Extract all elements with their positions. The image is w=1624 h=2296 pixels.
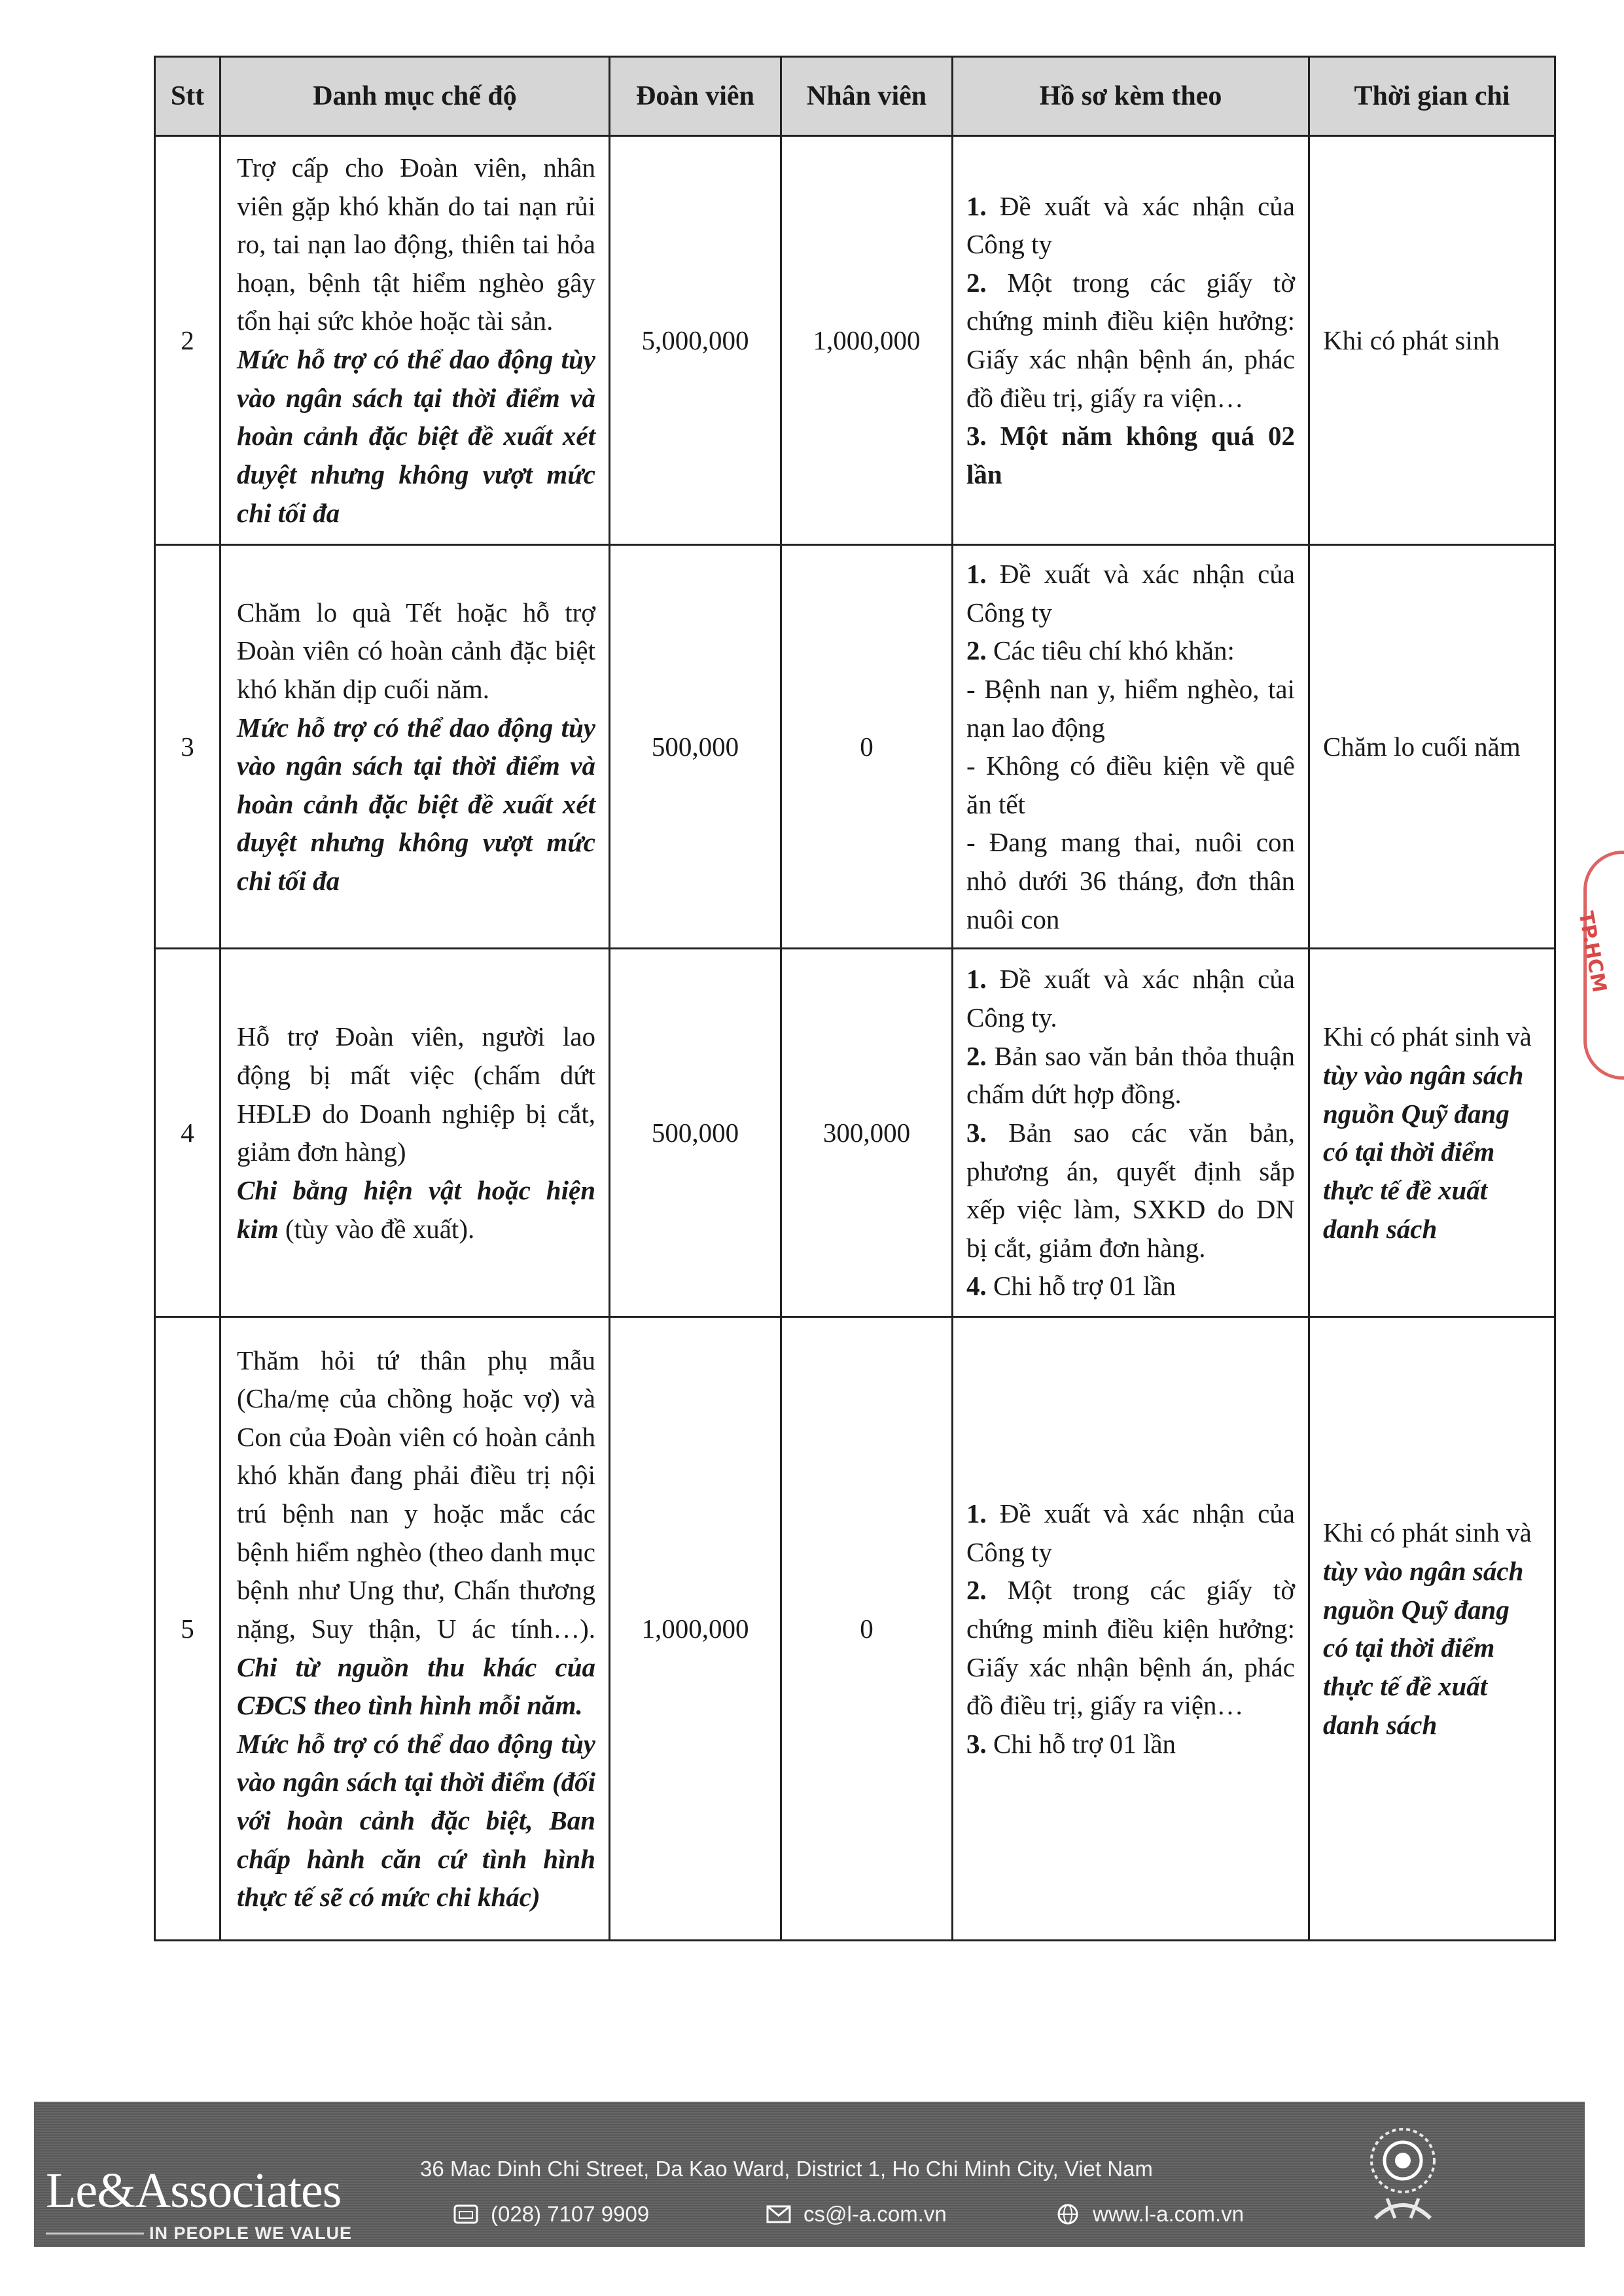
row-documents: [953, 949, 1309, 1317]
website-url: www.l-a.com.vn: [1093, 2202, 1244, 2226]
payment-time-note: tùy vào ngân sách nguồn Quỹ đang có tại thời điểm thực tế đề xuất danh sách: [1323, 1556, 1524, 1740]
header-member: Đoàn viên: [610, 57, 781, 136]
doc-item: 2. Một trong các giấy tờ chứng minh điều kiện hưởng: Giấy xác nhận bệnh án, phác đồ điều trị, giấy ra viện…: [966, 1575, 1295, 1721]
member-amount: 500,000: [610, 545, 781, 949]
policy-table-wrapper: [154, 56, 1554, 1941]
category-note: Mức hỗ trợ có thể dao động tùy vào ngân sách tại thời điểm (đối với hoàn cảnh đặc biệt, Ban chấp hành căn cứ tình hình thực tế sẽ có mức chi khác): [237, 1728, 595, 1913]
row-documents: [953, 545, 1309, 949]
doc-item: 2. Một trong các giấy tờ chứng minh điều kiện hưởng: Giấy xác nhận bệnh án, phác đồ điều trị, giấy ra viện…: [966, 267, 1295, 413]
doc-item: 2. Các tiêu chí khó khăn:: [966, 635, 1235, 666]
payment-time-text: Khi có phát sinh và: [1323, 1021, 1532, 1052]
row-stt: 3: [155, 545, 221, 949]
row-payment-time: [1309, 949, 1555, 1317]
row-stt: 5: [155, 1317, 221, 1941]
employee-amount: 300,000: [781, 949, 953, 1317]
employee-amount: 0: [781, 1317, 953, 1941]
row-payment-time: [1309, 136, 1555, 545]
member-amount: 1,000,000: [610, 1317, 781, 1941]
row-category: [221, 1317, 610, 1941]
member-amount: 500,000: [610, 949, 781, 1317]
footer-email: [766, 2202, 947, 2227]
doc-item: - Đang mang thai, nuôi con nhỏ dưới 36 tháng, đơn thân nuôi con: [966, 827, 1295, 934]
header-employee: Nhân viên: [781, 57, 953, 136]
footer-phone: [453, 2202, 649, 2227]
payment-time-text: Khi có phát sinh và: [1323, 1517, 1532, 1548]
brand-tagline: IN PEOPLE WE VALUE: [149, 2223, 353, 2243]
category-note: Mức hỗ trợ có thể dao động tùy vào ngân sách tại thời điểm và hoàn cảnh đặc biệt đề xuất xét duyệt nhưng không vượt mức chi tối đa: [237, 712, 595, 896]
table-row: [155, 949, 1555, 1317]
footer-website: [1055, 2202, 1244, 2227]
mail-icon: [766, 2203, 792, 2225]
seal-stamp-text: TP.HCM: [1574, 910, 1611, 995]
row-category: [221, 545, 610, 949]
doc-item: 1. Đề xuất và xác nhận của Công ty: [966, 1498, 1295, 1567]
footer-address: 36 Mac Dinh Chi Street, Da Kao Ward, District 1, Ho Chi Minh City, Viet Nam: [420, 2157, 1153, 2181]
table-row: [155, 1317, 1555, 1941]
row-stt: 4: [155, 949, 221, 1317]
category-note: Mức hỗ trợ có thể dao động tùy vào ngân sách tại thời điểm và hoàn cảnh đặc biệt đề xuất xét duyệt nhưng không vượt mức chi tối đa: [237, 344, 595, 528]
email-address: cs@l-a.com.vn: [803, 2202, 947, 2226]
header-documents: Hồ sơ kèm theo: [953, 57, 1309, 136]
doc-item: - Bệnh nan y, hiểm nghèo, tai nạn lao động: [966, 673, 1295, 743]
doc-item: 3. Một năm không quá 02 lần: [966, 421, 1295, 489]
doc-item: 3. Bản sao các văn bản, phương án, quyết định sắp xếp việc làm, SXKD do DN bị cắt, giảm đơn hàng.: [966, 1117, 1296, 1263]
phone-icon: [453, 2203, 479, 2225]
header-stt: Stt: [155, 57, 221, 136]
globe-icon: [1055, 2203, 1081, 2225]
doc-item: 1. Đề xuất và xác nhận của Công ty: [966, 559, 1295, 627]
header-category: Danh mục chế độ: [221, 57, 610, 136]
phone-number: (028) 7107 9909: [491, 2202, 650, 2226]
row-payment-time: [1309, 1317, 1555, 1941]
row-category: [221, 949, 610, 1317]
category-text: Thăm hỏi tứ thân phụ mẫu (Cha/mẹ của chồng hoặc vợ) và Con của Đoàn viên có hoàn cảnh khó khăn đang phải điều trị nội trú bệnh nan y hoặc mắc các bệnh hiểm nghèo (theo danh mục bệnh như Ung thư, Chấn thương nặng, Suy thận, U ác tính…). Chi từ nguồn thu khác của CĐCS theo tình hình mỗi năm.: [237, 1345, 595, 1721]
row-stt: 2: [155, 136, 221, 545]
brand-logo: Le&Associates: [46, 2163, 342, 2218]
category-text: Trợ cấp cho Đoàn viên, nhân viên gặp khó khăn do tai nạn rủi ro, tai nạn lao động, thiên tai hỏa hoạn, bệnh tật hiểm nghèo gây tổn hại sức khỏe hoặc tài sản.: [237, 152, 595, 336]
row-category: [221, 136, 610, 545]
member-amount: 5,000,000: [610, 136, 781, 545]
row-documents: [953, 1317, 1309, 1941]
table-row: [155, 136, 1555, 545]
doc-item: 4. Chi hỗ trợ 01 lần: [966, 1271, 1176, 1301]
doc-item: 2. Bản sao văn bản thỏa thuận chấm dứt hợp đồng.: [966, 1040, 1295, 1110]
tagline-rule: [46, 2233, 144, 2234]
row-payment-time: [1309, 545, 1555, 949]
table-header-row: [155, 57, 1555, 136]
category-text: Hỗ trợ Đoàn viên, người lao động bị mất việc (chấm dứt HĐLĐ do Doanh nghiệp bị cắt, giảm đơn hàng): [237, 1021, 595, 1167]
doc-item: 1. Đề xuất và xác nhận của Công ty.: [966, 964, 1295, 1033]
policy-table: [154, 56, 1556, 1941]
category-note: Chi bằng hiện vật hoặc hiện kim (tùy vào đề xuất).: [237, 1174, 595, 1244]
row-documents: [953, 136, 1309, 545]
doc-item: - Không có điều kiện về quê ăn tết: [966, 751, 1295, 819]
footer-banner: [34, 2102, 1585, 2247]
employee-amount: 1,000,000: [781, 136, 953, 545]
employee-amount: 0: [781, 545, 953, 949]
payment-time-text: Chăm lo cuối năm: [1323, 731, 1521, 762]
payment-time-note: tùy vào ngân sách nguồn Quỹ đang có tại thời điểm thực tế đề xuất danh sách: [1323, 1060, 1524, 1244]
doc-item: 1. Đề xuất và xác nhận của Công ty: [966, 190, 1295, 260]
payment-time-text: Khi có phát sinh: [1323, 325, 1500, 355]
company-emblem-icon: [1356, 2120, 1451, 2231]
category-text: Chăm lo quà Tết hoặc hỗ trợ Đoàn viên có hoàn cảnh đặc biệt khó khăn dịp cuối năm.: [237, 597, 595, 704]
table-row: [155, 545, 1555, 949]
doc-item: 3. Chi hỗ trợ 01 lần: [966, 1728, 1176, 1759]
header-payment-time: Thời gian chi: [1309, 57, 1555, 136]
